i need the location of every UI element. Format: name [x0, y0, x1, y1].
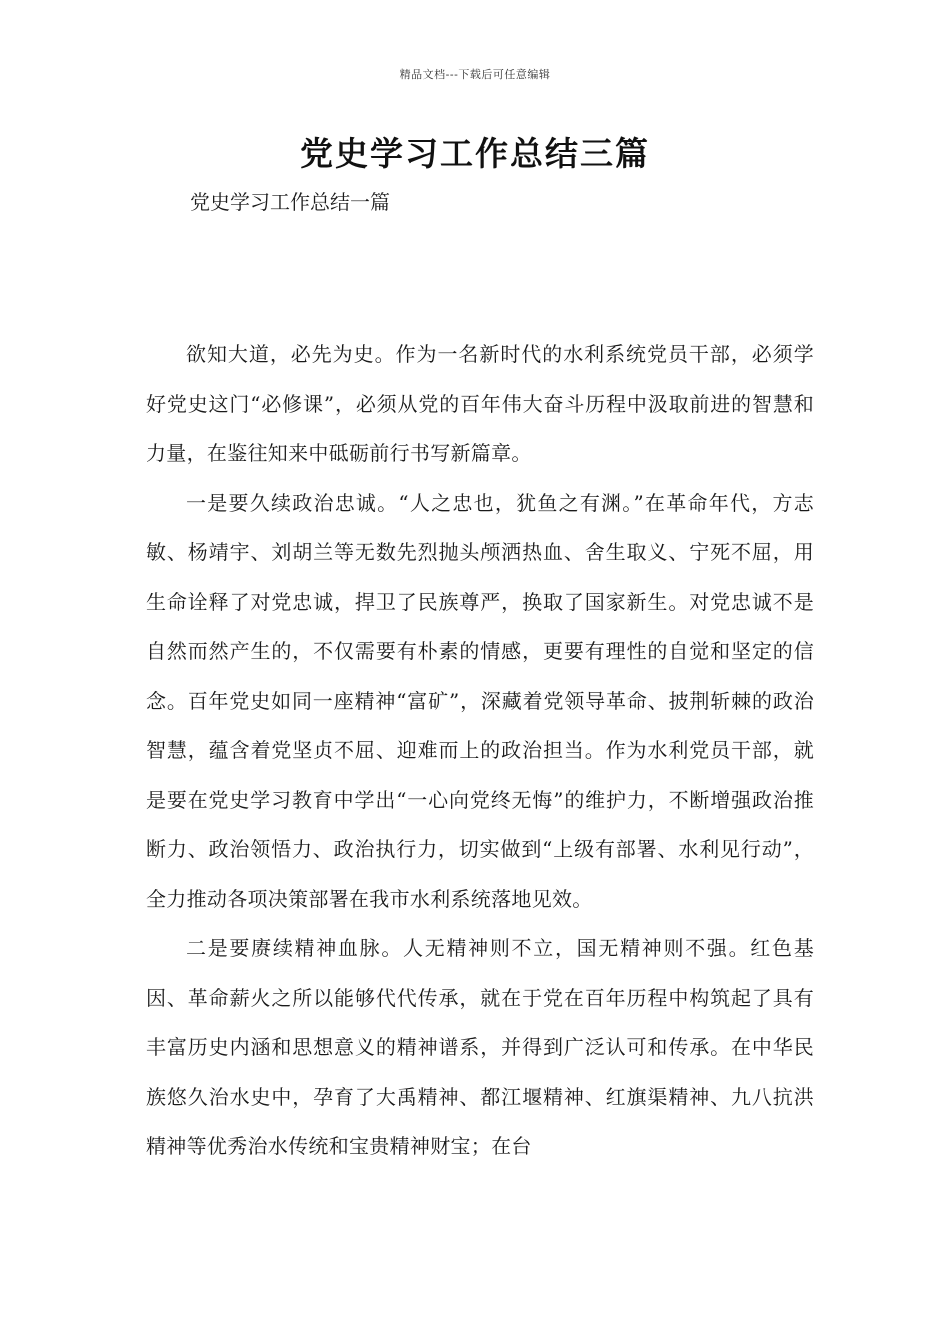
paragraph-intro: 欲知大道，必先为史。作为一名新时代的水利系统党员干部，必须学好党史这门“必修课”，必须从党的百年伟大奋斗历程中汲取前进的智慧和力量，在鉴往知来中砥砺前行书写新篇章。 — [146, 342, 814, 465]
paragraph-political-loyalty: 一是要久续政治忠诚。“人之忠也，犹鱼之有渊。”在革命年代，方志敏、杨靖宇、刘胡兰等无数先烈抛头颅洒热血、舍生取义、宁死不屈，用生命诠释了对党忠诚，捍卫了民族尊严，换取了国家新生。对党忠诚不是自然而然产生的，不仅需要有朴素的情感，更要有理性的自觉和坚定的信念。百年党史如同一座精神“富矿”，深藏着党领导革命、披荆斩棘的政治智慧，蕴含着党坚贞不屈、迎难而上的政治担当。作为水利党员干部，就是要在党史学习教育中学出“一心向党终无悔”的维护力，不断增强政治推断力、政治领悟力、政治执行力，切实做到“上级有部署、水利见行动”，全力推动各项决策部署在我市水利系统落地见效。 — [146, 490, 814, 911]
page-header-watermark: 精品文档---下载后可任意编辑 — [399, 68, 551, 81]
document-body — [146, 330, 814, 1172]
document-title: 党史学习工作总结三篇 — [300, 134, 650, 173]
paragraph-spiritual-bloodline: 二是要赓续精神血脉。人无精神则不立，国无精神则不强。红色基因、革命薪火之所以能够代代传承，就在于党在百年历程中构筑起了具有丰富历史内涵和思想意义的精神谱系，并得到广泛认可和传承。在中华民族悠久治水史中，孕育了大禹精神、都江堰精神、红旗渠精神、九八抗洪精神等优秀治水传统和宝贵精神财宝；在台 — [146, 936, 814, 1158]
document-subtitle: 党史学习工作总结一篇 — [190, 190, 390, 214]
